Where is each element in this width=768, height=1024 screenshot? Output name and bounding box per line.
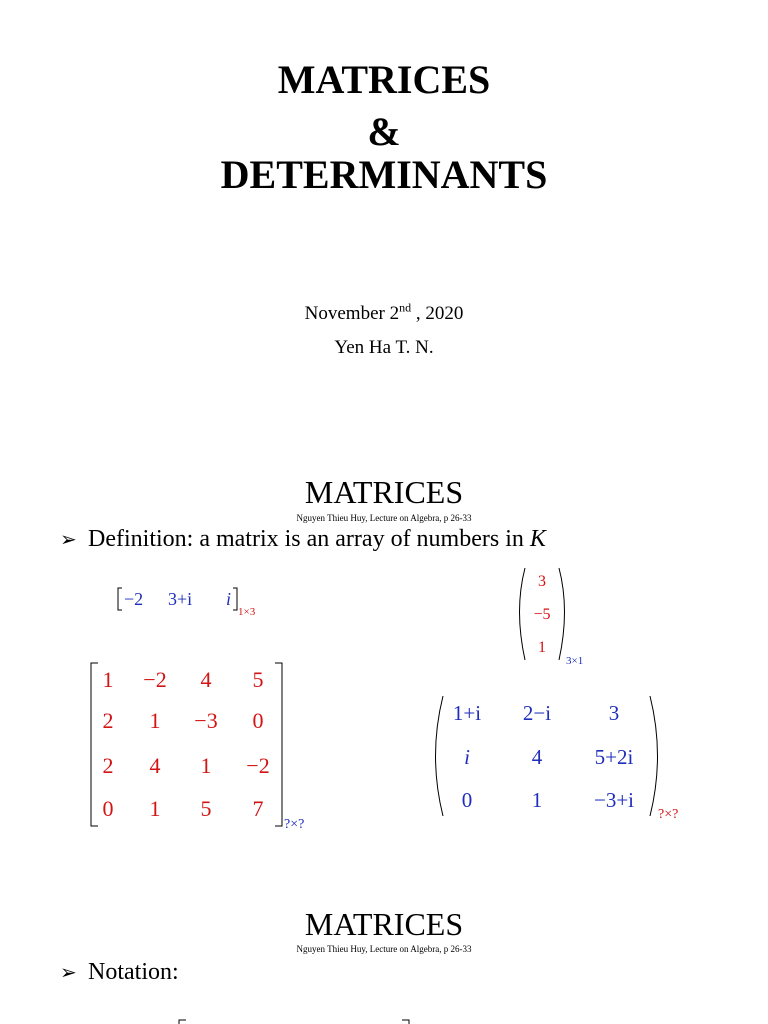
notation-bullet [60,960,179,984]
row-matrix [118,588,256,618]
column-matrix-right-paren [559,568,565,660]
title-line-3: DETERMINANTS [220,152,548,197]
column-matrix-entry: 3 [538,573,546,590]
column-matrix-entry: 1 [538,639,546,656]
complex-matrix-entry: 4 [531,745,543,769]
field-symbol: K [529,526,546,552]
real-matrix-entry: 4 [149,753,161,778]
row-matrix-entry: 3+i [168,589,193,609]
notation-left-bracket [179,1020,186,1024]
arrow-bullet-icon: ➢ [60,529,77,551]
real-matrix-entry: 0 [252,708,264,733]
real-matrix-entry: 0 [102,796,114,821]
column-matrix-left-paren [520,568,526,660]
row-matrix-size: 1×3 [238,606,256,618]
real-matrix-entry: 5 [200,796,212,821]
complex-matrix-entry: −3+i [593,788,635,812]
complex-matrix-row [464,745,633,769]
complex-matrix [436,696,679,822]
complex-matrix-row [462,788,634,812]
real-matrix-entry: 7 [252,796,264,821]
real-matrix-entry: 1 [149,796,161,821]
real-matrix-entry: 1 [149,708,161,733]
complex-matrix-entry: i [464,745,470,769]
slide2-heading: MATRICES [304,474,464,510]
slide2-citation: Nguyen Thieu Huy, Lecture on Algebra, p 26-33 [296,513,472,523]
real-matrix-entry: 2 [102,753,114,778]
real-matrix-entry: 1 [102,667,114,692]
complex-matrix-right-paren [650,696,658,816]
arrow-bullet-icon: ➢ [60,962,77,984]
date-superscript: nd [399,300,412,315]
row-matrix-right-bracket [233,588,237,610]
column-matrix-size: 3×1 [566,655,584,667]
date-end: , 2020 [411,303,464,324]
author-line: Yen Ha T. N. [334,337,434,358]
real-matrix-right-bracket [275,663,282,826]
complex-matrix-entry: 5+2i [594,745,634,769]
real-matrix-row [103,708,264,733]
real-matrix [91,663,304,832]
complex-matrix-left-paren [436,696,444,816]
slide3-heading: MATRICES [304,906,464,942]
real-matrix-row [103,796,264,821]
date-main: November 2 [304,303,400,324]
row-matrix-entry: i [226,589,232,609]
real-matrix-entry: −2 [246,753,270,778]
column-matrix [520,568,584,667]
real-matrix-entry: 2 [102,708,114,733]
complex-matrix-size: ?×? [658,807,679,822]
notation-right-bracket [402,1020,409,1024]
real-matrix-entry: 1 [200,753,212,778]
real-matrix-entry: −3 [194,708,218,733]
title-line-1: MATRICES [277,57,491,102]
complex-matrix-entry: 1 [531,788,543,812]
column-matrix-entry: −5 [533,606,551,623]
definition-bullet [60,527,546,551]
real-matrix-row [103,753,270,778]
real-matrix-left-bracket [91,663,98,826]
real-matrix-row [103,667,264,692]
date-line [0,300,768,324]
complex-matrix-entry: 2−i [522,701,552,725]
title-line-2: & [367,109,401,154]
real-matrix-entry: 5 [252,667,264,692]
real-matrix-entry: 4 [200,667,212,692]
real-matrix-entry: −2 [143,667,167,692]
row-matrix-entry: −2 [124,589,144,609]
definition-text: Definition: a matrix is an array of numbers in [88,526,530,552]
notation-text: Notation: [88,959,179,985]
complex-matrix-entry: 0 [461,788,473,812]
complex-matrix-row [453,701,619,725]
row-matrix-left-bracket [118,588,122,610]
slide3-citation: Nguyen Thieu Huy, Lecture on Algebra, p 26-33 [296,944,472,954]
complex-matrix-entry: 1+i [452,701,482,725]
complex-matrix-entry: 3 [608,701,620,725]
notation-matrix-top [0,1010,768,1024]
real-matrix-size: ?×? [284,817,305,832]
matrix-examples [0,560,768,850]
